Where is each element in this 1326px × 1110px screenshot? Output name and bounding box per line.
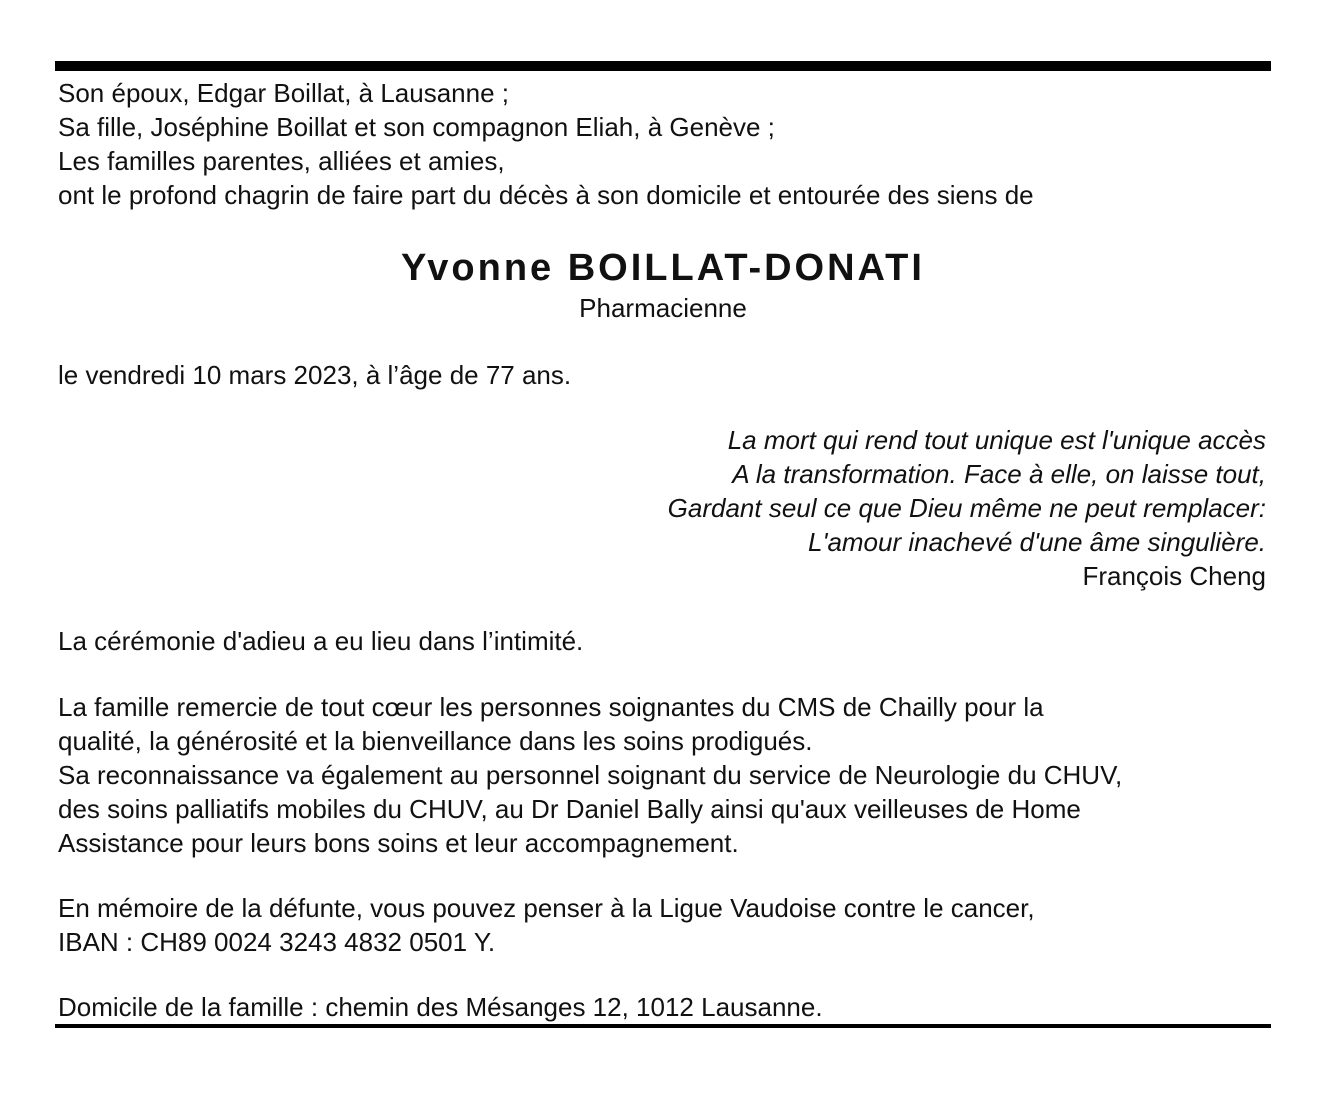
intro-line-announcement: ont le profond chagrin de faire part du décès à son domicile et entourée des siens de — [58, 180, 1034, 210]
memorial-donation — [58, 891, 1035, 959]
death-date: le vendredi 10 mars 2023, à l’âge de 77 ans. — [58, 360, 572, 390]
donation-line: En mémoire de la défunte, vous pouvez penser à la Ligue Vaudoise contre le cancer, — [58, 893, 1035, 923]
poem-line: A la transformation. Face à elle, on laisse tout, — [732, 459, 1266, 489]
family-announcement — [58, 76, 1034, 212]
deceased-profession: Pharmacienne — [579, 293, 747, 323]
iban-line: IBAN : CH89 0024 3243 4832 0501 Y. — [58, 927, 496, 957]
poem-author: François Cheng — [1082, 561, 1266, 591]
bottom-divider — [55, 1024, 1271, 1028]
intro-line-spouse: Son époux, Edgar Boillat, à Lausanne ; — [58, 78, 509, 108]
thanks-paragraph — [58, 690, 1122, 860]
thanks-line: Assistance pour leurs bons soins et leur accompagnement. — [58, 828, 739, 858]
poem-line: L'amour inachevé d'une âme singulière. — [808, 527, 1266, 557]
thanks-line: Sa reconnaissance va également au personnel soignant du service de Neurologie du CHUV, — [58, 760, 1123, 790]
ceremony-note: La cérémonie d'adieu a eu lieu dans l’intimité. — [58, 626, 584, 656]
poem-line: Gardant seul ce que Dieu même ne peut remplacer: — [667, 493, 1266, 523]
thanks-line: La famille remercie de tout cœur les personnes soignantes du CMS de Chailly pour la — [58, 692, 1044, 722]
intro-line-families: Les familles parentes, alliées et amies, — [58, 146, 505, 176]
poem-line: La mort qui rend tout unique est l'unique accès — [727, 425, 1266, 455]
thanks-line: qualité, la générosité et la bienveillance dans les soins prodigués. — [58, 726, 813, 756]
intro-line-daughter: Sa fille, Joséphine Boillat et son compagnon Eliah, à Genève ; — [58, 112, 775, 142]
top-divider — [55, 61, 1271, 71]
thanks-line: des soins palliatifs mobiles du CHUV, au Dr Daniel Bally ainsi qu'aux veilleuses de Home — [58, 794, 1081, 824]
deceased-name: Yvonne BOILLAT-DONATI — [401, 247, 925, 289]
poem — [668, 423, 1266, 559]
family-address: Domicile de la famille : chemin des Mésanges 12, 1012 Lausanne. — [58, 992, 823, 1022]
